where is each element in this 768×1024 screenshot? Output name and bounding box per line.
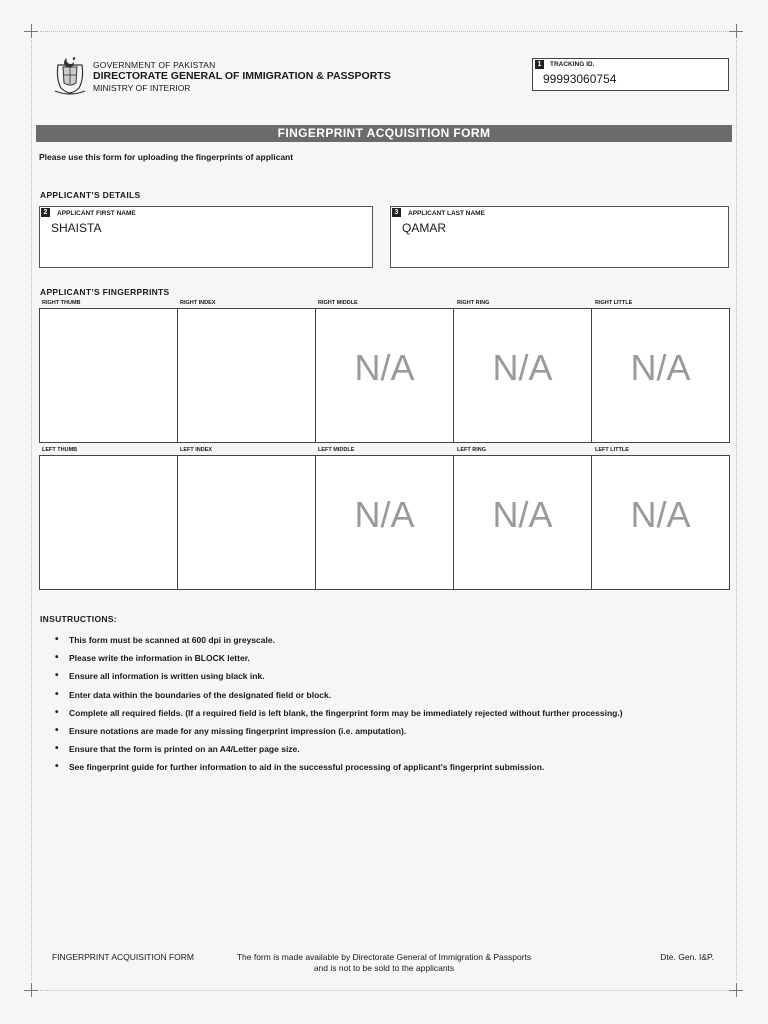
instruction-item: • Ensure all information is written using black ink.: [55, 667, 735, 685]
instructions-heading: INSUTRUCTIONS:: [40, 614, 117, 624]
right-little-label: RIGHT LITTLE: [595, 300, 633, 306]
left-index-label: LEFT INDEX: [180, 447, 213, 453]
instruction-item: • See fingerprint guide for further information to aid in the successful processing of applicant’s fingerprint submission.: [55, 758, 735, 776]
government-heading: GOVERNMENT OF PAKISTAN: [93, 60, 216, 70]
footer-issuer: Dte. Gen. I&P.: [660, 952, 714, 962]
left-index-box[interactable]: [178, 456, 316, 589]
left-middle-label: LEFT MIDDLE: [318, 447, 355, 453]
fingerprint-mark: N/A: [630, 347, 691, 388]
left-ring-label: LEFT RING: [457, 447, 487, 453]
fingerprint-mark: N/A: [492, 347, 553, 388]
first-name-label: APPLICANT FIRST NAME: [57, 210, 136, 217]
footer-notice-line-2: and is not to be sold to the applicants: [313, 963, 455, 973]
tracking-id-label: TRACKING ID.: [550, 61, 595, 68]
trim-line-top: [40, 31, 728, 32]
last-name-label: APPLICANT LAST NAME: [408, 210, 485, 217]
left-little-box[interactable]: [592, 456, 729, 589]
applicant-details-heading: APPLICANT’S DETAILS: [40, 190, 141, 200]
ministry-heading: MINISTRY OF INTERIOR: [93, 83, 191, 93]
directorate-heading: DIRECTORATE GENERAL OF IMMIGRATION & PASSPORTS: [93, 70, 391, 82]
fingerprint-mark: N/A: [354, 347, 415, 388]
fingerprint-mark: N/A: [492, 494, 553, 535]
instructions-list: [55, 631, 735, 777]
right-middle-box[interactable]: [316, 309, 454, 442]
right-index-box[interactable]: [178, 309, 316, 442]
last-name-value: QAMAR: [402, 221, 447, 235]
right-hand-fingerprint-row: [39, 308, 730, 443]
right-middle-label: RIGHT MIDDLE: [318, 300, 358, 306]
footer-form-name: FINGERPRINT ACQUISITION FORM: [52, 952, 194, 962]
left-thumb-box[interactable]: [40, 456, 178, 589]
field-number-badge: 2: [41, 208, 50, 217]
fingerprint-mark: N/A: [354, 494, 415, 535]
form-intro-text: Please use this form for uploading the fingerprints of applicant: [39, 152, 294, 162]
instruction-item: • Ensure notations are made for any missing fingerprint impression (i.e. amputation).: [55, 722, 735, 740]
fingerprint-mark: N/A: [630, 494, 691, 535]
fingerprints-heading: APPLICANT’S FINGERPRINTS: [40, 287, 170, 297]
instruction-item: • Ensure that the form is printed on an A4/Letter page size.: [55, 740, 735, 758]
instruction-item: • Enter data within the boundaries of the designated field or block.: [55, 686, 735, 704]
right-thumb-label: RIGHT THUMB: [42, 300, 81, 306]
instruction-item: • This form must be scanned at 600 dpi in greyscale.: [55, 631, 735, 649]
first-name-field[interactable]: [39, 206, 373, 268]
instruction-item: • Complete all required fields. (If a required field is left blank, the fingerprint form may be immediately rejected without further processing.): [55, 704, 735, 722]
left-thumb-label: LEFT THUMB: [42, 447, 78, 453]
right-little-box[interactable]: [592, 309, 729, 442]
instruction-item: • Please write the information in BLOCK letter.: [55, 649, 735, 667]
tracking-id-value: 99993060754: [543, 72, 617, 86]
left-ring-box[interactable]: [454, 456, 592, 589]
right-index-label: RIGHT INDEX: [180, 300, 216, 306]
trim-line-bottom: [40, 990, 728, 991]
last-name-field[interactable]: [390, 206, 729, 268]
form-title: FINGERPRINT ACQUISITION FORM: [36, 125, 732, 142]
tracking-id-field[interactable]: [532, 58, 729, 91]
trim-line-right: [736, 40, 737, 980]
field-number-badge: 1: [535, 60, 544, 69]
first-name-value: SHAISTA: [51, 221, 102, 235]
right-ring-label: RIGHT RING: [457, 300, 490, 306]
left-little-label: LEFT LITTLE: [595, 447, 629, 453]
footer-notice-line-1: The form is made available by Directorate General of Immigration & Passports: [236, 952, 532, 962]
right-thumb-box[interactable]: [40, 309, 178, 442]
right-ring-box[interactable]: [454, 309, 592, 442]
trim-line-left: [31, 40, 32, 980]
left-hand-fingerprint-row: [39, 455, 730, 590]
field-number-badge: 3: [392, 208, 401, 217]
left-middle-box[interactable]: [316, 456, 454, 589]
pakistan-state-emblem-icon: [52, 55, 88, 95]
